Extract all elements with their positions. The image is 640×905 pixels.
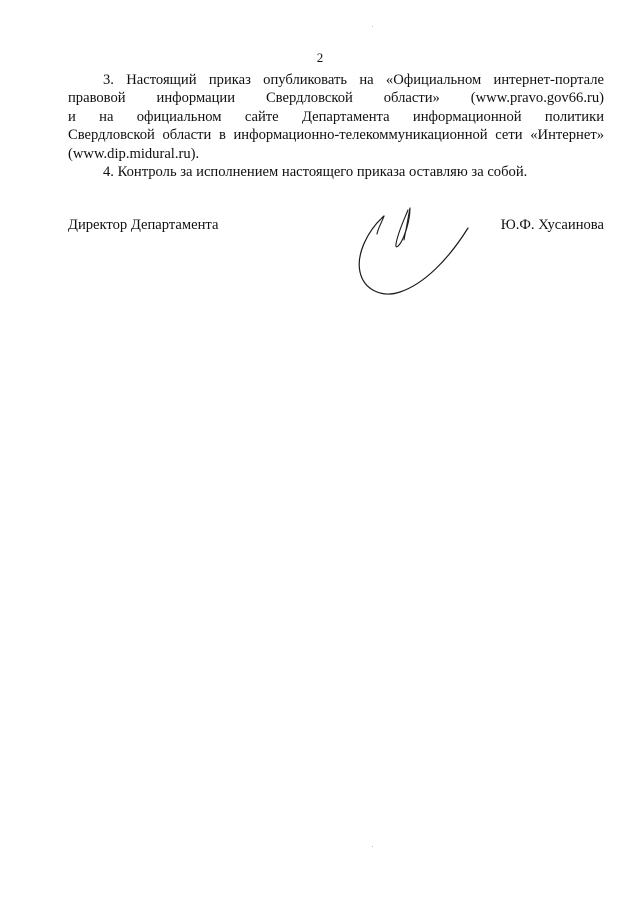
paragraph-control — [68, 163, 604, 181]
page-number: 2 — [316, 50, 324, 65]
paragraph-line: 3. Настоящий приказ опубликовать на «Официальном интернет-портале — [103, 72, 604, 88]
scan-speck — [372, 26, 373, 27]
paragraph-line: и на официальном сайте Департамента информационной политики — [68, 108, 604, 125]
scan-speck — [372, 846, 373, 847]
paragraph-line: (www.dip.midural.ru). — [68, 145, 200, 162]
paragraph-line: 4. Контроль за исполнением настоящего приказа оставляю за собой. — [103, 164, 528, 180]
signer-title: Директор Департамента — [68, 217, 219, 233]
paragraph-line: правовой информации Свердловской области» (www.pravo.gov66.ru) — [68, 90, 604, 107]
signer-name: Ю.Ф. Хусаинова — [500, 217, 604, 233]
paragraph-line: Свердловской области в информационно-телекоммуникационной сети «Интернет» — [68, 127, 604, 144]
paragraph-publication — [68, 71, 604, 163]
handwritten-signature — [348, 196, 478, 300]
